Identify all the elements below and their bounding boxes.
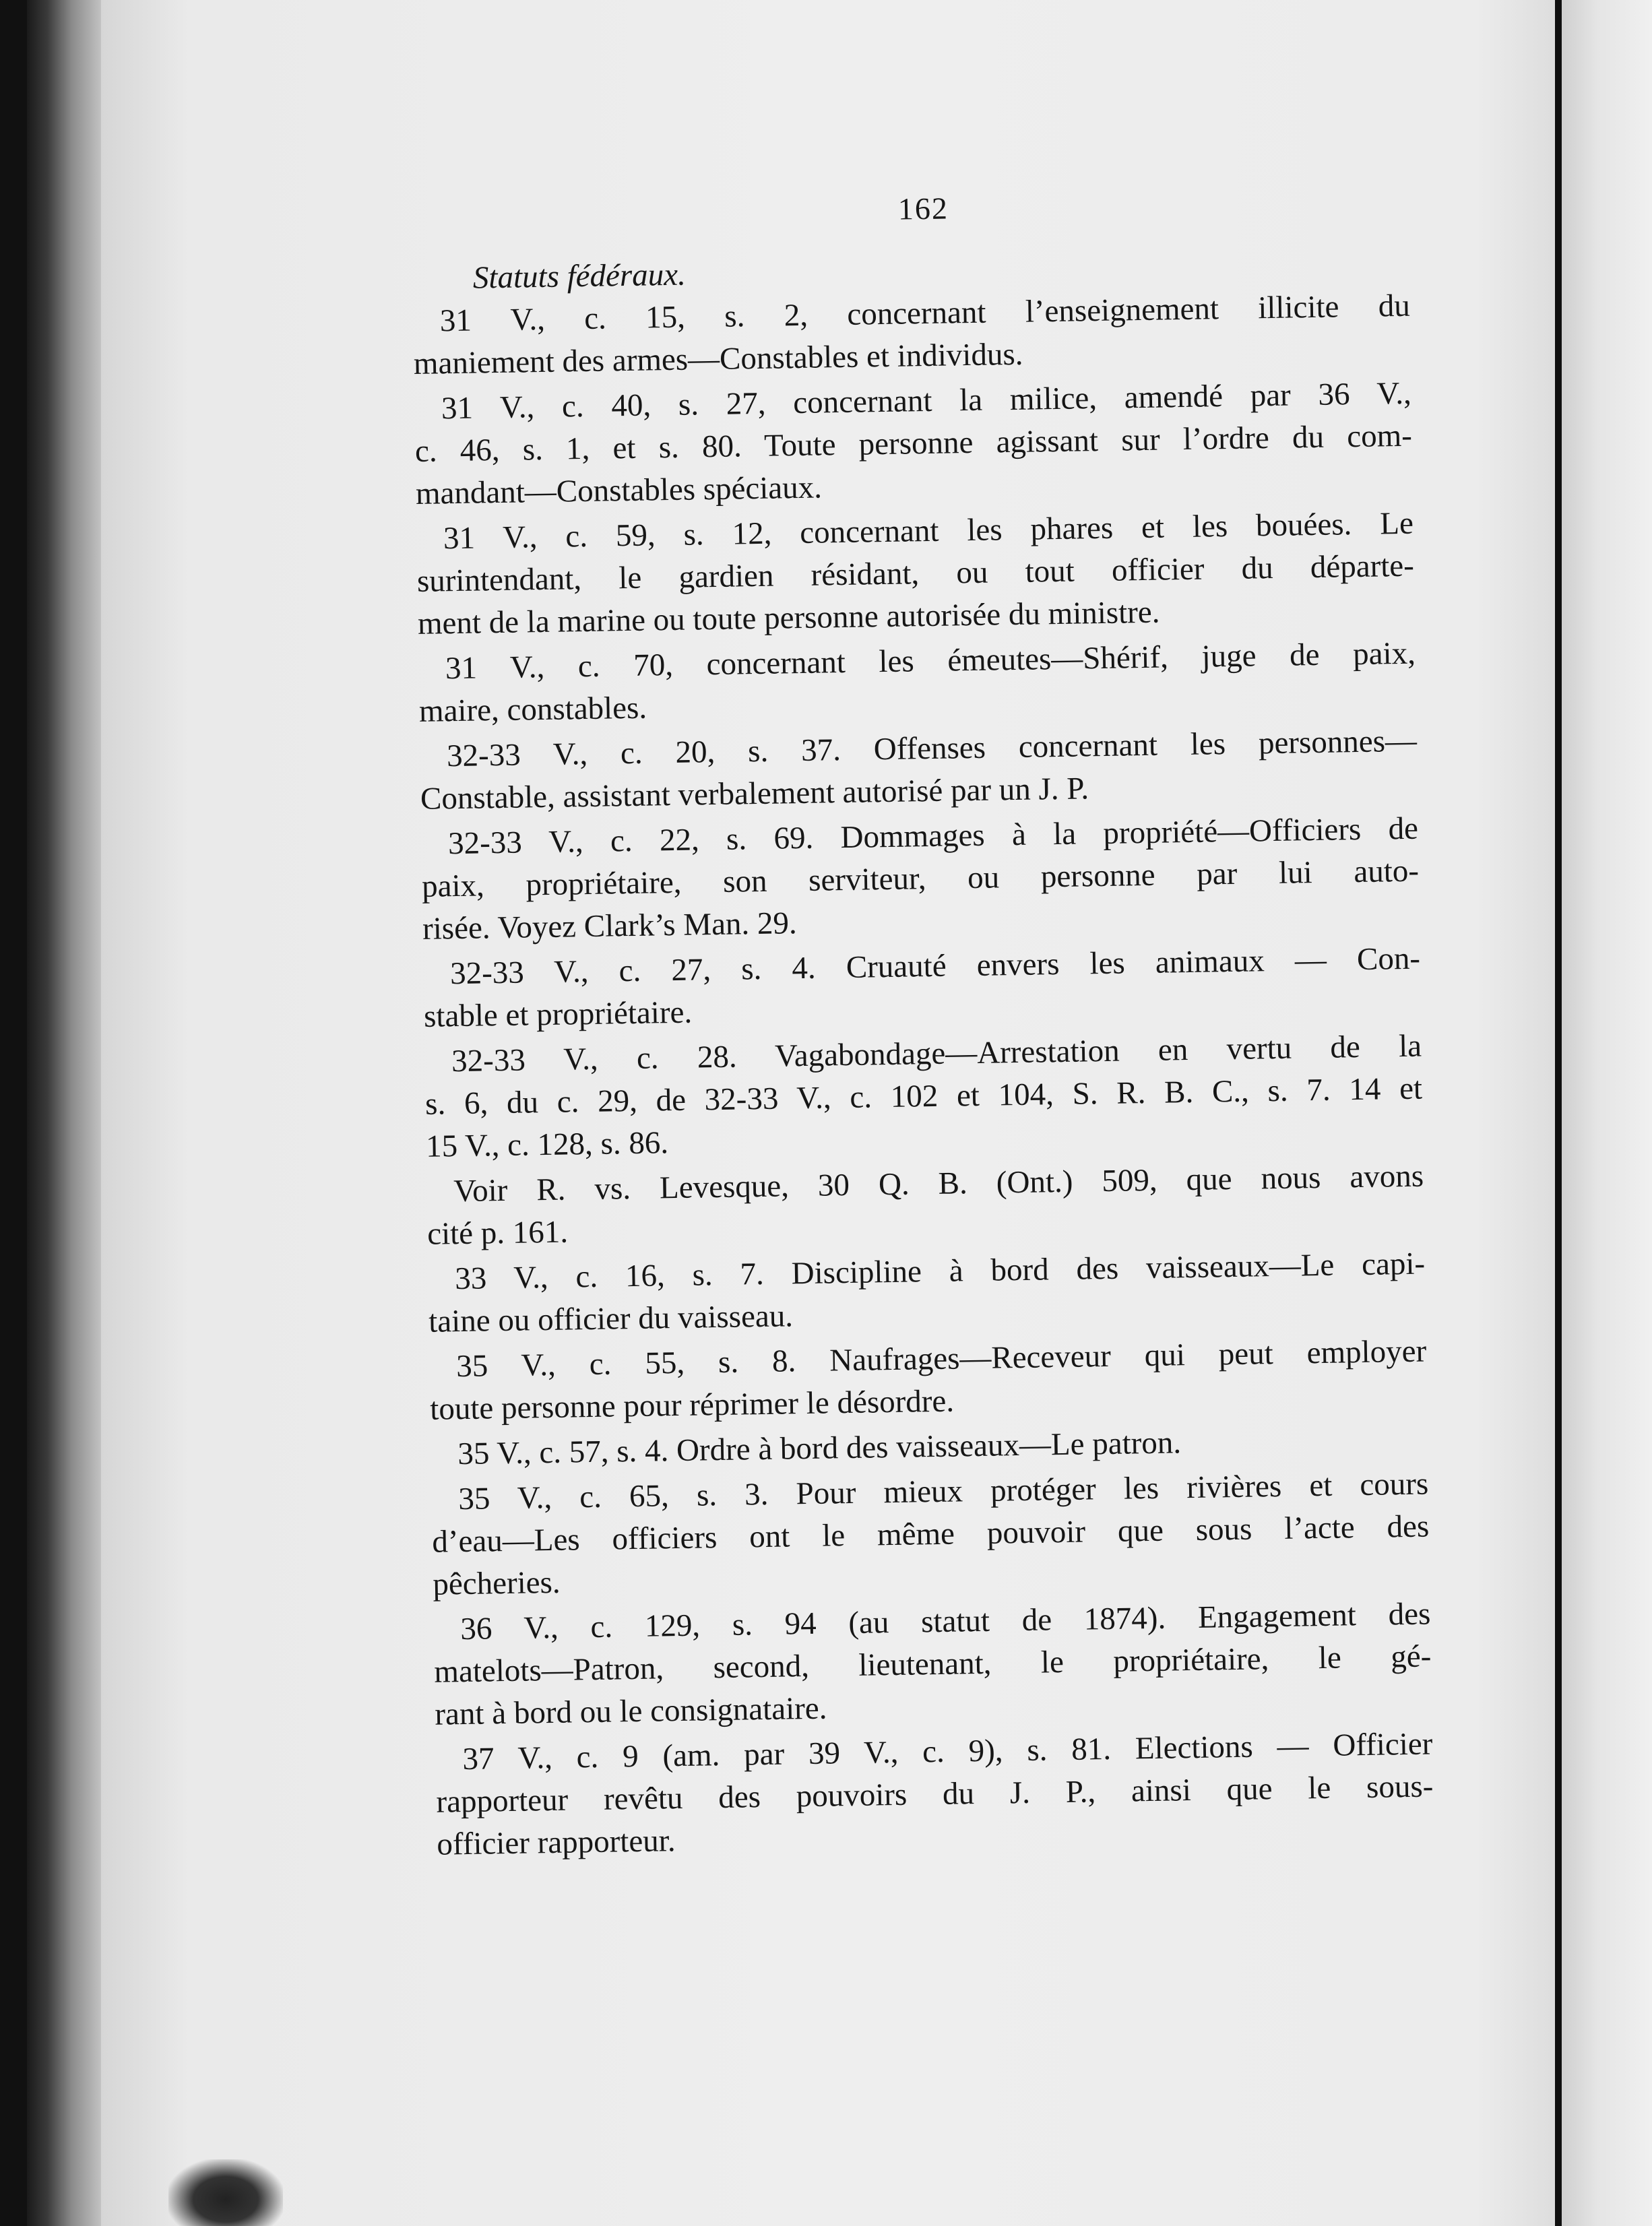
entry-line: mandant—Constables spéciaux.	[415, 470, 823, 511]
entry-line: 31 V., c. 59, s. 12, concernant les phares et les bouées. Le	[443, 505, 1414, 556]
statute-entry	[433, 1593, 1432, 1736]
entry-line: toute personne pour réprimer le désordre.	[429, 1383, 955, 1427]
entry-line: 32-33 V., c. 28. Vagabondage—Arrestation en vertu de la	[451, 1028, 1422, 1079]
entry-line: pêcheries.	[432, 1564, 561, 1602]
page-text-block	[411, 180, 1434, 1869]
page-number: 162	[897, 191, 949, 226]
entry-line: rant à bord ou le consignataire.	[435, 1690, 827, 1732]
statute-entry	[423, 938, 1422, 1038]
entry-line: 37 V., c. 9 (am. par 39 V., c. 9), s. 81. Elections — Officier	[462, 1726, 1433, 1777]
entry-line: 31 V., c. 70, concernant les émeutes—Shérif, juge de paix,	[445, 635, 1416, 687]
entry-line: rapporteur revêtu des pouvoirs du J. P., ainsi que le sous-	[436, 1769, 1434, 1820]
ink-blot	[168, 2159, 283, 2226]
entry-line: stable et propriétaire.	[423, 994, 693, 1034]
entry-line: 35 V., c. 65, s. 3. Pour mieux protéger les rivières et cours	[457, 1466, 1429, 1517]
statute-entry	[429, 1331, 1428, 1431]
entry-line: 35 V., c. 55, s. 8. Naufrages—Receveur qui peut employer	[455, 1333, 1427, 1385]
entry-line: cité p. 161.	[426, 1214, 569, 1252]
entry-line: Voir R. vs. Levesque, 30 Q. B. (Ont.) 509, que nous avons	[453, 1158, 1424, 1209]
entry-line: officier rapporteur.	[437, 1823, 676, 1862]
entry-line: 32-33 V., c. 20, s. 37. Offenses concernant les personnes—	[446, 723, 1418, 774]
statute-entry	[412, 285, 1411, 385]
entry-line: matelots—Patron, second, lieutenant, le propriétaire, le gé-	[434, 1639, 1432, 1690]
entry-line: 32-33 V., c. 22, s. 69. Dommages à la propriété—Officiers de	[447, 810, 1419, 862]
entry-line: 35 V., c. 57, s. 4. Ordre à bord des vaisseaux—Le patron.	[457, 1425, 1182, 1472]
right-margin	[1562, 0, 1652, 2226]
entry-line: ment de la marine ou toute personne autorisée du ministre.	[417, 594, 1160, 641]
entry-line: s. 6, du c. 29, de 32-33 V., c. 102 et 104, S. R. B. C., s. 7. 14 et	[424, 1071, 1423, 1122]
entry-line: 36 V., c. 129, s. 94 (au statut de 1874). Engagement des	[460, 1596, 1431, 1647]
entry-line: surintendant, le gardien résidant, ou tout officier du départe-	[416, 548, 1415, 599]
entry-line: maire, constables.	[418, 690, 647, 729]
entry-line: d’eau—Les officiers ont le même pouvoir que sous l’acte des	[431, 1508, 1430, 1560]
entry-line: paix, propriétaire, son serviteur, ou personne par lui auto-	[421, 853, 1420, 904]
book-spine-shadow	[27, 0, 108, 2226]
entry-line: 31 V., c. 40, s. 27, concernant la milice, amendé par 36 V.,	[441, 375, 1412, 426]
statute-entry	[416, 503, 1416, 645]
entry-line: 33 V., c. 16, s. 7. Discipline à bord des vaisseaux—Le capi-	[454, 1246, 1426, 1297]
statute-entry	[414, 373, 1413, 515]
statute-entry	[428, 1243, 1426, 1343]
statute-entry	[426, 1155, 1425, 1256]
entry-line: risée. Voyez Clark’s Man. 29.	[422, 905, 798, 947]
statute-entry	[418, 633, 1417, 733]
entry-line: maniement des armes—Constables et individus.	[413, 336, 1023, 381]
section-heading: Statuts fédéraux.	[472, 257, 687, 296]
statute-entry	[420, 720, 1418, 821]
statute-entry	[421, 808, 1420, 951]
statute-entry	[424, 1025, 1424, 1168]
entry-line: Constable, assistant verbalement autorisé par un J. P.	[420, 771, 1089, 817]
statute-entry	[431, 1463, 1430, 1606]
statute-entry	[435, 1723, 1434, 1866]
entry-line: taine ou officier du vaisseau.	[428, 1298, 794, 1339]
entries-list	[412, 285, 1434, 1866]
entry-line: 32-33 V., c. 27, s. 4. Cruauté envers les animaux — Con-	[449, 941, 1421, 992]
entry-line: 15 V., c. 128, s. 86.	[425, 1125, 669, 1164]
entry-line: 31 V., c. 15, s. 2, concernant l’enseignement illicite du	[439, 288, 1411, 339]
entry-line: c. 46, s. 1, et s. 80. Toute personne agissant sur l’ordre du com-	[414, 418, 1413, 469]
page-fold-line	[1555, 0, 1562, 2226]
